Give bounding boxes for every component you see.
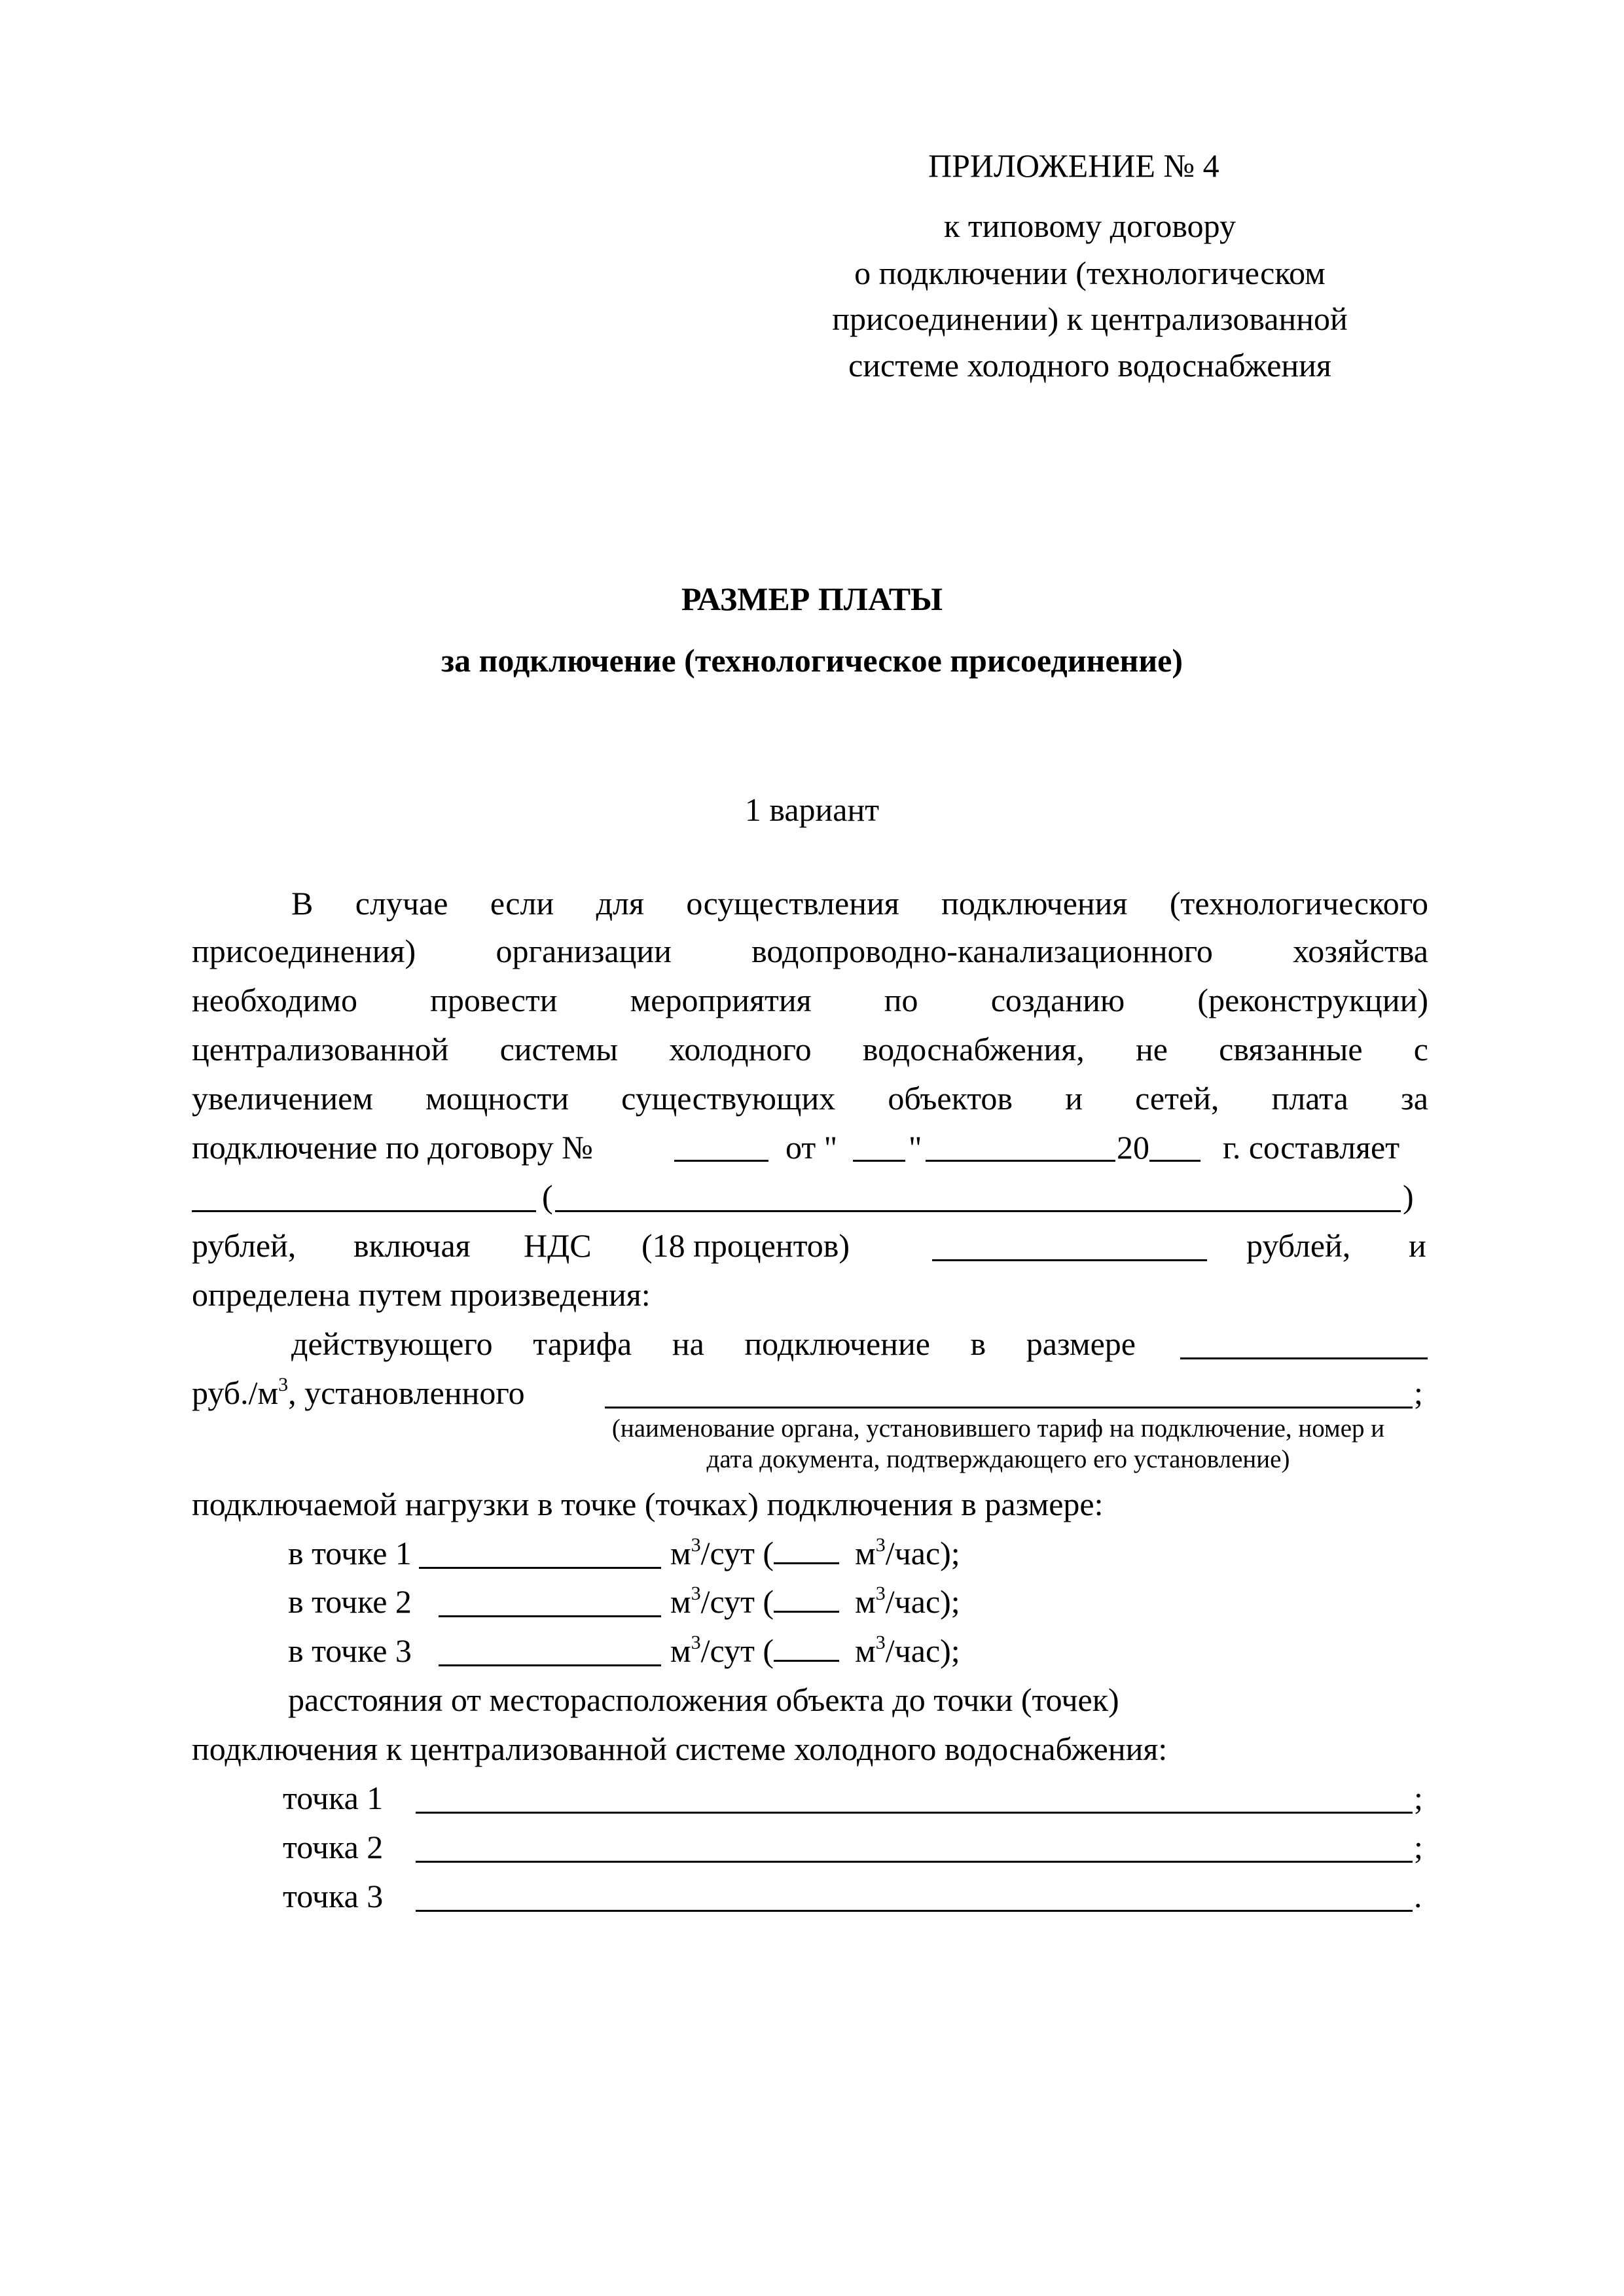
tariff-unit-label: $руб./м^3$, установленного (192, 1374, 525, 1411)
point-2-hourly-field[interactable] (774, 1611, 839, 1613)
amount-words-open: ( (542, 1178, 553, 1215)
distance-point-3-end: . (1414, 1878, 1422, 1914)
paragraph-line-5: увеличением мощности существующих объектов и сетей, плата за (192, 1080, 1428, 1117)
amount-words-close: ) (1403, 1178, 1414, 1215)
appendix-line-1: к типовому договору (944, 207, 1236, 244)
tariff-authority-field[interactable] (605, 1407, 1413, 1408)
note-line-1: (наименование органа, установившего тариф на подключение, номер и (611, 1414, 1385, 1443)
document-title: РАЗМЕР ПЛАТЫ (681, 581, 943, 617)
distance-point-2-end: ; (1414, 1829, 1423, 1865)
and-label: и (1409, 1227, 1426, 1264)
point-3-hourly-field[interactable] (774, 1660, 839, 1662)
appendix-line-4: системе холодного водоснабжения (848, 347, 1331, 384)
point-2-units: $м^3$/сут ( $м^3/час$); (670, 1583, 960, 1620)
appendix-line-3: присоединении) к централизованной (832, 300, 1348, 337)
date-from-label: от " (785, 1129, 838, 1166)
point-1-row: в точке 1 (288, 1535, 412, 1571)
point-1-units: $м^3$/сут ( $м^3/час$); (670, 1534, 960, 1571)
paragraph-line-4: централизованной системы холодного водоснабжения, не связанные с (192, 1031, 1428, 1067)
note-line-2: дата документа, подтверждающего его установление) (706, 1445, 1290, 1473)
including-label: включая (353, 1227, 471, 1264)
document-subtitle: за подключение (технологическое присоединение) (441, 642, 1183, 679)
point-2-daily-field[interactable] (439, 1615, 661, 1617)
amount-words-field[interactable] (555, 1210, 1401, 1212)
appendix-title: ПРИЛОЖЕНИЕ № 4 (928, 147, 1219, 184)
distance-point-2-label: точка 2 (283, 1829, 384, 1865)
contract-number-field[interactable] (674, 1160, 768, 1162)
distance-label-1: расстояния от месторасположения объекта до точки (точек) (288, 1681, 1119, 1718)
distance-point-1-end: ; (1414, 1780, 1423, 1816)
amount-label: г. составляет (1223, 1129, 1400, 1166)
defined-by-label: определена путем произведения: (192, 1276, 651, 1313)
load-label: подключаемой нагрузки в точке (точках) подключения в размере: (192, 1486, 1104, 1522)
semicolon: ; (1414, 1374, 1423, 1411)
vat-percent-label: (18 процентов) (641, 1227, 850, 1264)
vat-amount-field[interactable] (932, 1259, 1207, 1261)
amount-digits-field[interactable] (192, 1210, 536, 1212)
variant-label: 1 вариант (744, 791, 880, 828)
point-3-units: $м^3$/сут ( $м^3/час$); (670, 1632, 960, 1669)
appendix-line-2: о подключении (технологическом (854, 255, 1326, 291)
point-2-row: в точке 2 (288, 1583, 412, 1620)
paragraph-line-2: присоединения) организации водопроводно-канализационного хозяйства (192, 933, 1428, 969)
point-1-daily-field[interactable] (419, 1567, 661, 1569)
distance-point-2-field[interactable] (416, 1861, 1413, 1863)
date-day-field[interactable] (853, 1160, 905, 1162)
vat-label: НДС (524, 1227, 592, 1264)
point-1-hourly-field[interactable] (774, 1562, 839, 1564)
paragraph-line-1: В случае если для осуществления подключения (технологического (291, 885, 1428, 922)
distance-label-2: подключения к централизованной системе холодного водоснабжения: (192, 1731, 1168, 1767)
date-quote-close: " (909, 1129, 922, 1166)
distance-point-3-field[interactable] (416, 1910, 1413, 1912)
year-prefix: 20 (1117, 1129, 1149, 1166)
tariff-line: действующего тарифа на подключение в размере (291, 1325, 1136, 1362)
rubles-label: рублей, (192, 1227, 297, 1264)
date-month-field[interactable] (926, 1160, 1115, 1162)
distance-point-1-field[interactable] (416, 1812, 1413, 1814)
vat-rubles-label: рублей, (1246, 1227, 1351, 1264)
point-3-daily-field[interactable] (439, 1664, 661, 1666)
paragraph-line-3: необходимо провести мероприятия по созданию (реконструкции) (192, 982, 1428, 1018)
contract-label: подключение по договору № (192, 1129, 593, 1166)
point-3-row: в точке 3 (288, 1632, 412, 1669)
distance-point-1-label: точка 1 (283, 1780, 384, 1816)
tariff-value-field[interactable] (1180, 1357, 1428, 1359)
distance-point-3-label: точка 3 (283, 1878, 384, 1914)
date-year-field[interactable] (1149, 1160, 1200, 1162)
